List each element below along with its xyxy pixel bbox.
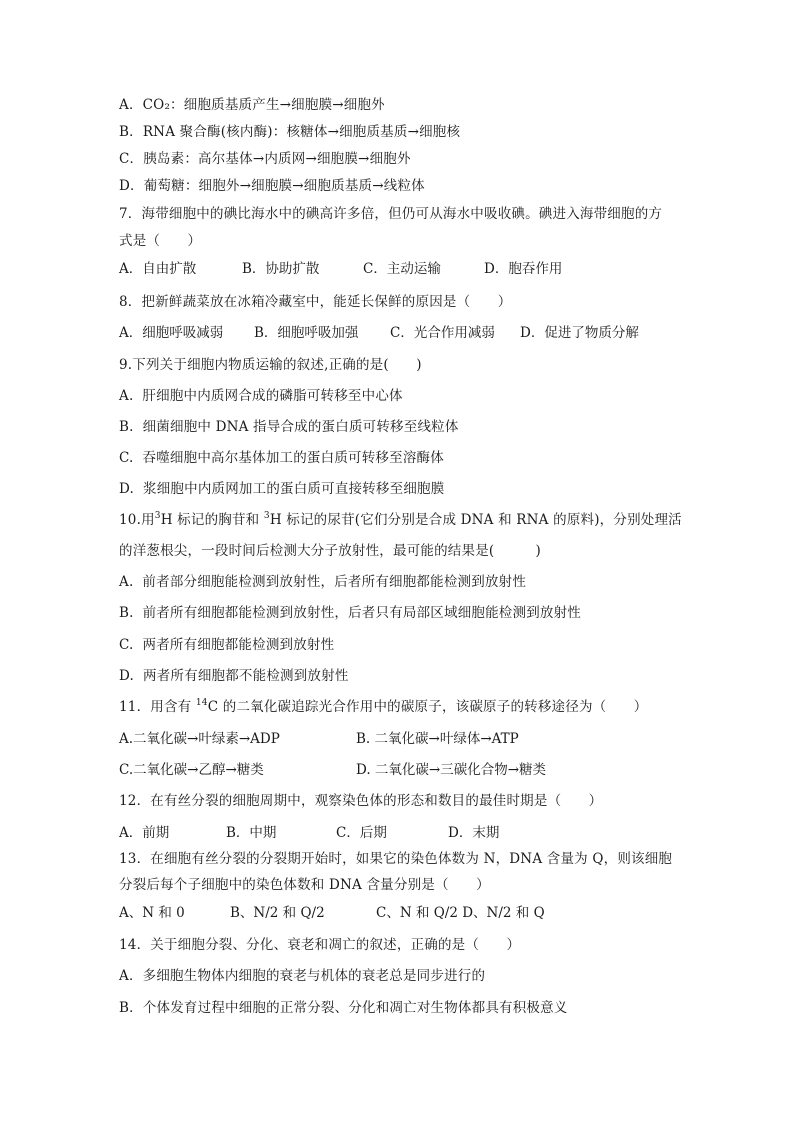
q14-option-b: B．个体发育过程中细胞的正常分裂、分化和凋亡对生物体都具有积极意义 <box>119 1000 568 1016</box>
q8-option-b: B．细胞呼吸加强 <box>254 325 359 341</box>
q8-option-d: D．促进了物质分解 <box>520 325 639 341</box>
q13-stem-line1: 13．在细胞有丝分裂的分裂期开始时，如果它的染色体数为 N，DNA 含量为 Q，则该细胞 <box>119 851 673 867</box>
q6-option-c: C．胰岛素：高尔基体→内质网→细胞膜→细胞外 <box>119 151 411 167</box>
q11-option-c: C.二氧化碳→乙醇→糖类 <box>119 762 264 778</box>
q11-option-a: A.二氧化碳→叶绿素→ADP <box>119 731 280 747</box>
q10-stem-line2: 的洋葱根尖，一段时间后检测大分子放射性，最可能的结果是( ) <box>119 543 541 559</box>
q10-sup-1: 3 <box>154 511 161 521</box>
q7-option-b: B．协助扩散 <box>242 261 320 277</box>
q6-option-d: D．葡萄糖：细胞外→细胞膜→细胞质基质→线粒体 <box>119 178 425 194</box>
q7-option-a: A．自由扩散 <box>119 261 197 277</box>
q13-stem-line2: 分裂后每个子细胞中的染色体数和 DNA 含量分别是（ ） <box>119 877 490 893</box>
q11-option-b: B. 二氧化碳→叶绿体→ATP <box>356 731 519 747</box>
q12-option-a: A．前期 <box>119 825 170 841</box>
q9-option-b: B. 细菌细胞中 DNA 指导合成的蛋白质可转移至线粒体 <box>119 419 459 435</box>
q12-option-c: C．后期 <box>336 825 387 841</box>
q11-option-d: D. 二氧化碳→三碳化合物→糖类 <box>356 762 547 778</box>
q10-stem-part1: 10.用 <box>119 512 155 528</box>
q13-option-a: A、N 和 0 <box>119 905 185 921</box>
q10-option-c: C. 两者所有细胞都能检测到放射性 <box>119 637 335 653</box>
q13-option-cd: C、N 和 Q/2 D、N/2 和 Q <box>376 905 545 921</box>
q9-option-c: C. 吞噬细胞中高尔基体加工的蛋白质可转移至溶酶体 <box>119 450 444 466</box>
q11-stem-part1: 11．用含有 <box>119 699 196 715</box>
q8-option-c: C．光合作用减弱 <box>390 325 495 341</box>
q11-stem <box>119 697 647 717</box>
q12-stem: 12．在有丝分裂的细胞周期中，观察染色体的形态和数目的最佳时期是（ ） <box>119 793 603 809</box>
q9-option-a: A. 肝细胞中内质网合成的磷脂可转移至中心体 <box>119 388 403 404</box>
q9-option-d: D. 浆细胞中内质网加工的蛋白质可直接转移至细胞膜 <box>119 481 445 497</box>
q10-stem-part2: H 标记的胸苷和 <box>160 512 264 528</box>
q6-option-a: A．CO₂：细胞质基质产生→细胞膜→细胞外 <box>119 97 385 113</box>
q7-stem-line2: 式是（ ） <box>119 233 202 249</box>
q10-sup-2: 3 <box>263 511 270 521</box>
q9-stem: 9.下列关于细胞内物质运输的叙述,正确的是( ) <box>119 357 422 373</box>
q10-stem-part3: H 标记的尿苷(它们分别是合成 DNA 和 RNA 的原料)，分别处理活 <box>269 512 682 528</box>
q7-option-d: D．胞吞作用 <box>484 261 563 277</box>
q11-sup: 14 <box>195 698 208 708</box>
q12-option-d: D．末期 <box>448 825 500 841</box>
q7-stem-line1: 7．海带细胞中的碘比海水中的碘高许多倍，但仍可从海水中吸收碘。碘进入海带细胞的方 <box>119 206 663 222</box>
q10-stem-line1 <box>119 510 682 530</box>
q12-option-b: B．中期 <box>226 825 277 841</box>
q7-option-c: C．主动运输 <box>363 261 441 277</box>
q8-option-a: A．细胞呼吸减弱 <box>119 325 224 341</box>
q13-option-b: B、N/2 和 Q/2 <box>230 905 325 921</box>
q10-option-a: A. 前者部分细胞能检测到放射性，后者所有细胞都能检测到放射性 <box>119 574 527 590</box>
q6-option-b: B．RNA 聚合酶(核内酶)：核糖体→细胞质基质→细胞核 <box>119 124 461 140</box>
q14-stem: 14．关于细胞分裂、分化、衰老和凋亡的叙述，正确的是（ ） <box>119 937 521 953</box>
q11-stem-part2: C 的二氧化碳追踪光合作用中的碳原子，该碳原子的转移途径为（ ） <box>207 699 648 715</box>
q14-option-a: A．多细胞生物体内细胞的衰老与机体的衰老总是同步进行的 <box>119 968 486 984</box>
q8-stem: 8．把新鲜蔬菜放在冰箱冷藏室中，能延长保鲜的原因是（ ） <box>119 294 512 310</box>
q10-option-b: B. 前者所有细胞都能检测到放射性，后者只有局部区域细胞能检测到放射性 <box>119 605 581 621</box>
q10-option-d: D. 两者所有细胞都不能检测到放射性 <box>119 668 349 684</box>
